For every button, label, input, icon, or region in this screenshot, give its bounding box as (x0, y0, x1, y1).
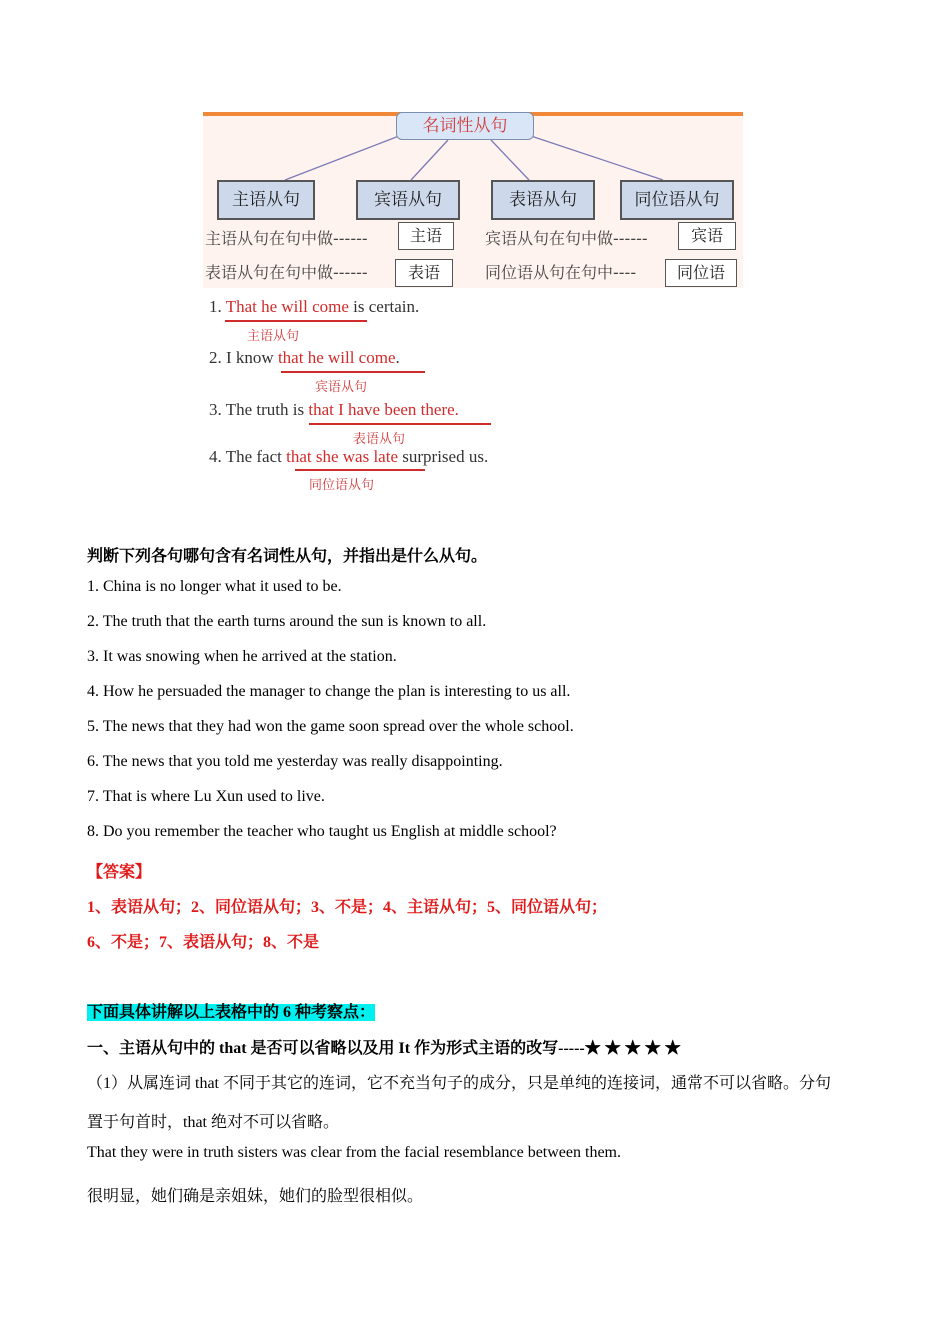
exercise-item-1: 1. China is no longer what it used to be. (87, 578, 342, 595)
row-subject-box: 主语 (398, 222, 454, 250)
answer-line-2: 6、不是；7、表语从句；8、不是 (87, 934, 320, 951)
example-4-underline (295, 469, 425, 471)
root-node: 名词性从句 (396, 112, 534, 140)
example-2-pre: I know (226, 348, 278, 367)
exercise-item-8: 8. Do you remember the teacher who taught us English at middle school? (87, 823, 557, 840)
row-object-box: 宾语 (678, 222, 736, 250)
example-2-post: . (395, 348, 400, 367)
section-title: 一、主语从句中的 that 是否可以省略以及用 It 作为形式主语的改写-----★ ★ ★ ★ ★ (87, 1040, 681, 1057)
example-4-clause: that she was late (286, 447, 398, 466)
noun-clause-diagram (203, 112, 743, 492)
example-4-label: 同位语从句 (309, 478, 375, 493)
example-1 (209, 297, 419, 317)
row-predicative-text: 表语从句在句中做------ (205, 263, 368, 282)
row-predicative-box: 表语 (395, 259, 453, 287)
row-appositive-text: 同位语从句在句中---- (485, 263, 637, 282)
example-1-underline (225, 320, 367, 322)
row-subject-text: 主语从句在句中做------ (205, 229, 368, 248)
exercise-item-3: 3. It was snowing when he arrived at the station. (87, 648, 397, 665)
category-subject-clause: 主语从句 (217, 180, 315, 220)
category-appositive-clause: 同位语从句 (620, 180, 734, 220)
section-example-zh: 很明显，她们确是亲姐妹，她们的脸型很相似。 (87, 1188, 424, 1205)
exercise-item-7: 7. That is where Lu Xun used to live. (87, 788, 325, 805)
section-paragraph-line-1: （1）从属连词 that 不同于其它的连词，它不充当句子的成分，只是单纯的连接词，通常不可以省略。分句 (87, 1075, 831, 1092)
exercise-heading: 判断下列各句哪句含有名词性从句，并指出是什么从句。 (87, 548, 488, 565)
example-4-post: surprised us. (398, 447, 489, 466)
example-1-clause: That he will come (225, 297, 349, 316)
example-2-label: 宾语从句 (315, 380, 368, 395)
example-2 (209, 348, 400, 368)
example-1-num: 1. (209, 297, 222, 316)
example-3-num: 3. (209, 400, 222, 419)
category-object-clause: 宾语从句 (356, 180, 460, 220)
example-4-pre: The fact (225, 447, 287, 466)
category-predicative-clause: 表语从句 (491, 180, 595, 220)
example-2-num: 2. (209, 348, 222, 367)
example-2-clause: that he will come (277, 348, 396, 367)
section-highlight (87, 999, 375, 1022)
section-example-en: That they were in truth sisters was clear from the facial resemblance between them. (87, 1144, 621, 1161)
answer-line-1: 1、表语从句；2、同位语从句；3、不是；4、主语从句；5、同位语从句； (87, 899, 608, 916)
example-3-label: 表语从句 (353, 432, 406, 447)
example-1-label: 主语从句 (247, 329, 300, 344)
example-3-pre: The truth is (225, 400, 309, 419)
example-3-underline (309, 423, 491, 425)
exercise-item-4: 4. How he persuaded the manager to change the plan is interesting to us all. (87, 683, 571, 700)
example-4-num: 4. (209, 447, 222, 466)
example-1-post: is certain. (348, 297, 420, 316)
section-highlight-text: 下面具体讲解以上表格中的 6 种考察点： (87, 1004, 376, 1021)
example-3 (209, 400, 459, 420)
answer-label: 【答案】 (87, 864, 152, 881)
exercise-item-2: 2. The truth that the earth turns around the sun is known to all. (87, 613, 487, 630)
exercise-item-5: 5. The news that they had won the game soon spread over the whole school. (87, 718, 574, 735)
example-2-underline (281, 371, 425, 373)
example-3-clause: that I have been there. (308, 400, 459, 419)
example-4 (209, 447, 488, 467)
exercise-item-6: 6. The news that you told me yesterday was really disappointing. (87, 753, 503, 770)
row-appositive-box: 同位语 (665, 259, 737, 287)
row-object-text: 宾语从句在句中做------ (485, 229, 648, 248)
section-paragraph-line-2: 置于句首时，that 绝对不可以省略。 (87, 1114, 339, 1131)
